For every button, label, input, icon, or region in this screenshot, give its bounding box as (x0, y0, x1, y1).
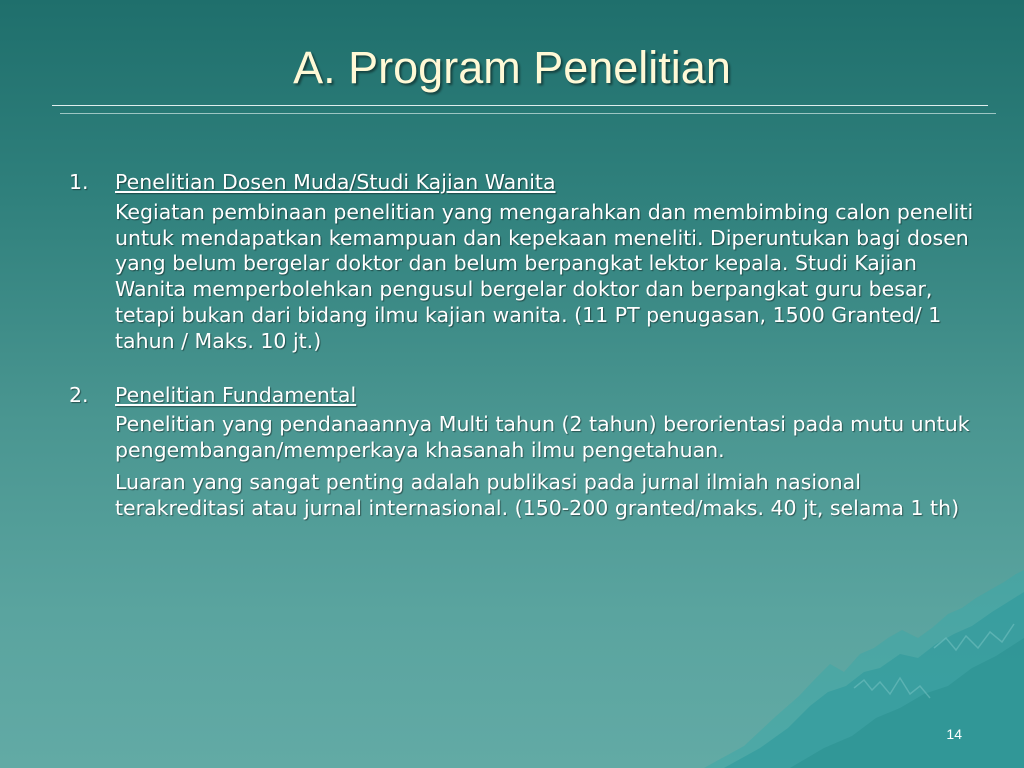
section-paragraph: Penelitian yang pendanaannya Multi tahun (2 tahun) berorientasi pada mutu untuk pengembangan/memperkaya khasanah ilmu pengetahuan. (115, 412, 970, 463)
slide-body (69, 170, 989, 522)
section-heading (69, 383, 989, 409)
section-paragraph: Kegiatan pembinaan penelitian yang mengarahkan dan membimbing calon peneliti untuk mendapatkan kemampuan dan kepekaan meneliti. Diperuntukan bagi dosen yang belum bergelar doktor dan belum berpangkat lektor kepala. Studi Kajian Wanita memperbolehkan pengusul bergelar doktor dan berpangkat guru besar, tetapi bukan dari bidang ilmu kajian wanita. (11 PT penugasan, 1500 Granted/ 1 tahun / Maks. 10 jt.) (115, 199, 974, 353)
section-heading (69, 170, 989, 196)
title-divider (52, 105, 988, 106)
slide-title: A. Program Penelitian (293, 42, 731, 93)
section-number: 2. (69, 382, 89, 407)
section-heading-text: Penelitian Fundamental (115, 382, 357, 407)
section-heading-text: Penelitian Dosen Muda/Studi Kajian Wanita (115, 170, 556, 194)
section-number: 1. (69, 170, 89, 194)
section-paragraph: Luaran yang sangat penting adalah publikasi pada jurnal ilmiah nasional terakreditasi atau jurnal internasional. (150-200 granted/maks. 40 jt, selama 1 th) (115, 469, 960, 520)
title-divider-shadow (60, 113, 996, 114)
page-number: 14 (946, 726, 962, 742)
mountain-decoration (704, 568, 1024, 768)
section-penelitian-dosen-muda (69, 170, 989, 355)
section-penelitian-fundamental (69, 383, 989, 522)
